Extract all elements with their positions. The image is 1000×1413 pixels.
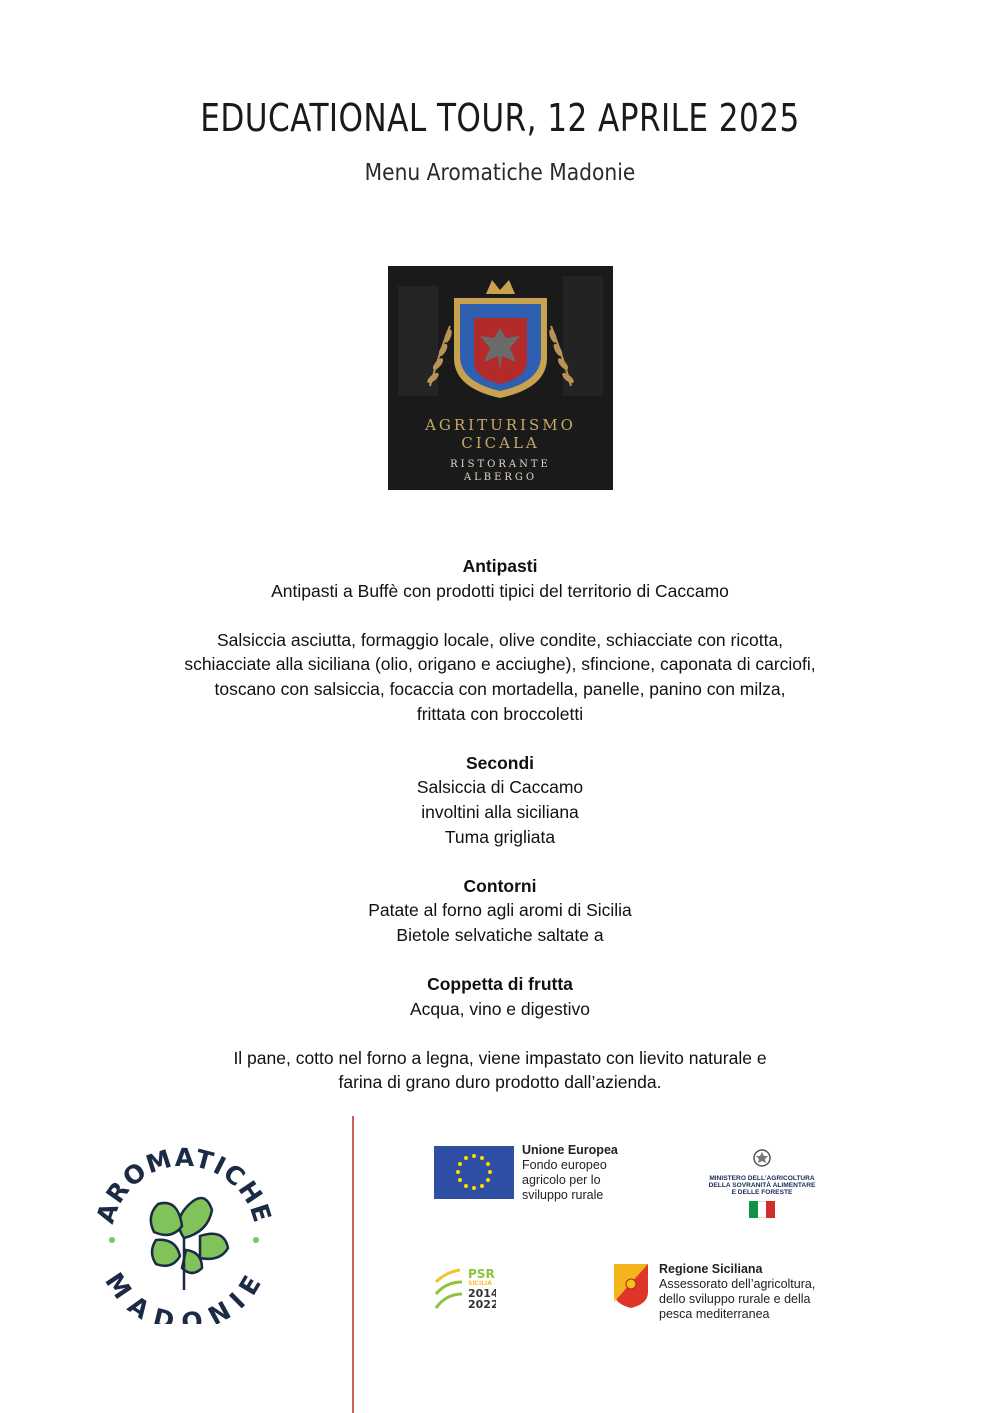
aromatiche-leaves-icon — [92, 1140, 276, 1324]
contorni-item: Bietole selvatiche saltate a — [396, 924, 604, 945]
secondi-heading: Secondi — [465, 752, 535, 773]
antipasti-line: frittata con broccoletti — [416, 703, 584, 724]
secondi-item: Salsiccia di Caccamo — [416, 777, 584, 798]
regione-line: dello sviluppo rurale e della — [659, 1292, 811, 1306]
italian-emblem-icon — [751, 1146, 773, 1170]
psr-sicilia-logo — [432, 1264, 496, 1318]
secondi-item: involtini alla siciliana — [421, 801, 579, 822]
madonie-word: MADONIE — [99, 1267, 269, 1324]
restaurant-logo — [388, 266, 613, 490]
bread-note: Il pane, cotto nel forno a legna, viene impastato con lievito naturale e — [233, 1047, 767, 1068]
eu-flag-icon — [434, 1146, 514, 1199]
antipasti-line: Salsiccia asciutta, formaggio locale, olive condite, schiacciate con ricotta, — [216, 629, 784, 650]
menu-body — [0, 554, 1000, 1095]
eu-line: agricolo per lo — [522, 1173, 601, 1187]
secondi-item: Tuma grigliata — [444, 826, 556, 847]
antipasti-intro: Antipasti a Buffè con prodotti tipici del territorio di Caccamo — [271, 580, 729, 601]
page-title: EDUCATIONAL TOUR, 12 APRILE 2025 — [200, 96, 800, 140]
aromatiche-madonie-logo — [92, 1140, 276, 1324]
frutta-item: Acqua, vino e digestivo — [410, 998, 590, 1019]
frutta-heading: Coppetta di frutta — [427, 974, 573, 995]
italian-flag-icon — [749, 1201, 775, 1218]
ministero-line: MINISTERO DELL’AGRICOLTURA — [709, 1175, 815, 1182]
aromatiche-word: AROMATICHE — [92, 1142, 276, 1227]
crest-emblem-icon — [388, 266, 613, 490]
ministero-logo — [700, 1146, 824, 1196]
regione-title: Regione Siciliana — [659, 1262, 763, 1276]
contorni-heading: Contorni — [463, 875, 537, 896]
eu-title: Unione Europea — [522, 1143, 618, 1157]
psr-year-end: 2022 — [468, 1298, 496, 1311]
regione-caption — [659, 1262, 815, 1322]
regione-line: pesca mediterranea — [659, 1307, 770, 1321]
psr-region: SICILIA — [468, 1280, 492, 1287]
logo-line-1: AGRITURISMO — [425, 416, 576, 434]
ministero-line: E DELLE FORESTE — [731, 1189, 793, 1196]
eu-line: sviluppo rurale — [522, 1188, 604, 1202]
bread-note: farina di grano duro prodotto dall’azienda. — [338, 1072, 662, 1093]
eu-line: Fondo europeo — [522, 1158, 607, 1172]
regione-line: Assessorato dell’agricoltura, — [659, 1277, 816, 1291]
antipasti-line: schiacciate alla siciliana (olio, origano e acciughe), sfincione, caponata di carciofi, — [184, 654, 816, 675]
logo-line-3: RISTORANTE — [450, 459, 551, 470]
ministero-line: DELLA SOVRANITÀ ALIMENTARE — [708, 1182, 816, 1189]
antipasti-line: toscano con salsiccia, focaccia con mortadella, panelle, panino con milza, — [214, 678, 786, 699]
logo-line-4: ALBERGO — [463, 472, 538, 483]
psr-wheat-icon — [432, 1264, 496, 1318]
psr-label: PSR — [468, 1267, 495, 1281]
page-subtitle: Menu Aromatiche Madonie — [364, 160, 636, 186]
antipasti-heading: Antipasti — [462, 556, 538, 576]
logo-line-2: CICALA — [461, 434, 540, 452]
contorni-item: Patate al forno agli aromi di Sicilia — [368, 900, 632, 921]
eu-caption — [522, 1143, 618, 1203]
footer-divider — [352, 1116, 354, 1413]
psr-year-start: 2014 — [468, 1287, 496, 1300]
regione-siciliana-shield-icon — [612, 1262, 650, 1310]
